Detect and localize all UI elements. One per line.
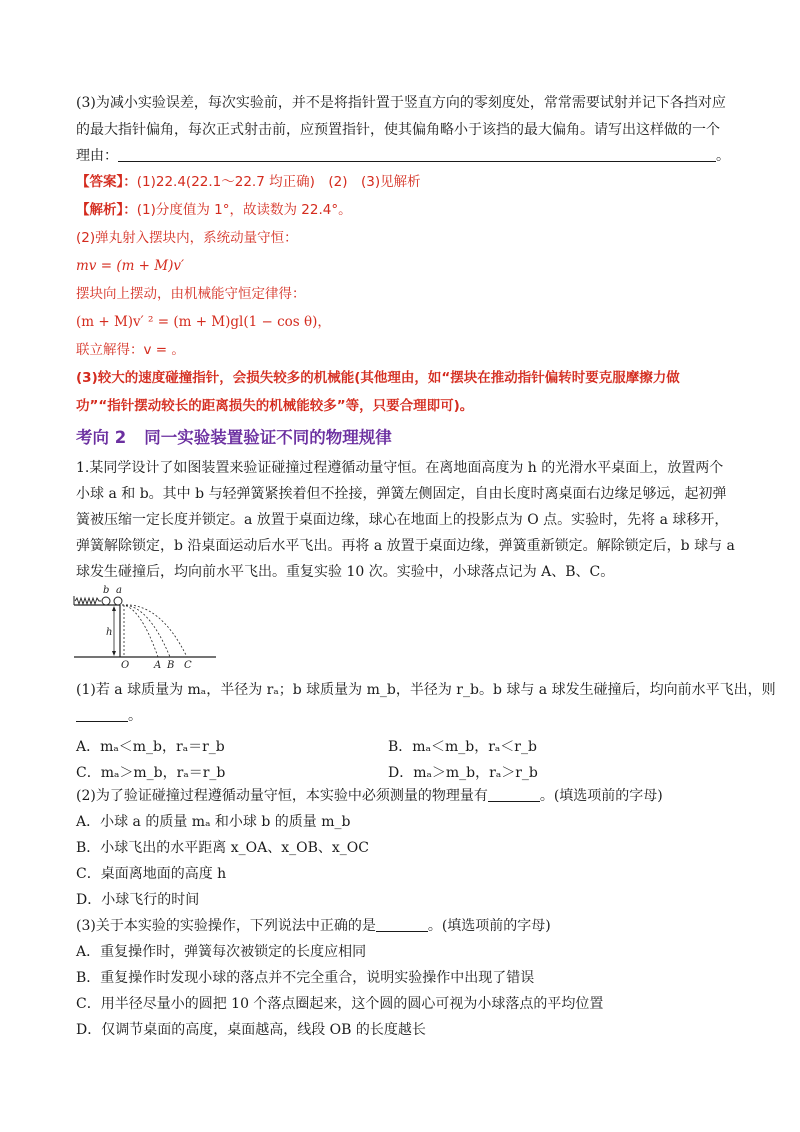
- problem-line2: 小球 a 和 b。其中 b 与轻弹簧紧挨着但不拴接，弹簧左侧固定，自由长度时离桌面右边缘足够远，起初弹: [76, 486, 727, 502]
- label-O: O: [121, 660, 130, 670]
- problem-line1: 1.某同学设计了如图装置来验证碰撞过程遵循动量守恒。在离地面高度为 h 的光滑水平桌面上，放置两个: [76, 460, 724, 476]
- q3-option-b[interactable]: B．重复操作时发现小球的落点并不完全重合，说明实验操作中出现了错误: [76, 970, 535, 986]
- ball-a: [114, 597, 122, 605]
- label-b: b: [103, 585, 110, 596]
- q3-stem: [76, 916, 736, 936]
- answer-blank[interactable]: [118, 147, 716, 162]
- q3-intro-line2: 的最大指针偏角，每次正式射击前，应预置指针，使其偏角略小于该挡的最大偏角。请写出这样做的一个: [76, 122, 720, 138]
- q3-intro-suffix: 。: [716, 148, 730, 164]
- problem-line3: 簧被压缩一定长度并锁定。a 放置于桌面边缘，球心在地面上的投影点为 O 点。实验时，先将 a 球移开，: [76, 512, 729, 528]
- analysis-eq1: mv = (m + M)v′: [76, 258, 185, 274]
- q1-line2: [76, 706, 736, 726]
- q1-option-b[interactable]: B．mₐ＜m_b，rₐ＜r_b: [388, 739, 537, 755]
- q2-option-b[interactable]: B．小球飞出的水平距离 x_OA、x_OB、x_OC: [76, 840, 369, 856]
- label-A: A: [154, 660, 162, 670]
- height-arrow-bottom: [112, 651, 116, 656]
- label-h: h: [106, 627, 113, 638]
- height-arrow-top: [112, 606, 116, 611]
- q1-suffix: 。: [128, 708, 142, 724]
- trajectory-c: [122, 605, 187, 657]
- analysis-line2: (2)弹丸射入摆块内，系统动量守恒：: [76, 230, 298, 246]
- q2-suffix: 。(填选项前的字母): [539, 788, 663, 804]
- q3-answer-blank[interactable]: [376, 917, 428, 932]
- answer-line: [76, 172, 736, 192]
- q1-option-a[interactable]: A．mₐ＜m_b，rₐ＝r_b: [76, 739, 225, 755]
- analysis-line6: 功”“指针摆动较长的距离损失的机械能较多”等，只要合理即可)。: [76, 398, 474, 414]
- ball-b: [102, 597, 110, 605]
- q3-prefix: (3)关于本实验的实验操作，下列说法中正确的是: [76, 918, 376, 934]
- answer-label: 【答案】：: [76, 174, 137, 190]
- q3-option-c[interactable]: C．用半径尽量小的圆把 10 个落点圈起来，这个圆的圆心可视为小球落点的平均位置: [76, 996, 604, 1012]
- analysis-label: 【解析】：: [76, 202, 137, 218]
- analysis-line3: 摆块向上摆动，由机械能守恒定律得：: [76, 286, 306, 302]
- q1-line1: (1)若 a 球质量为 mₐ，半径为 rₐ；b 球质量为 m_b，半径为 r_b。b 球与 a 球发生碰撞后，均向前水平飞出，则: [76, 682, 776, 698]
- q3-intro-prefix: 理由：: [76, 148, 118, 164]
- problem-line4: 弹簧解除锁定，b 沿桌面运动后水平飞出。再将 a 放置于桌面边缘，弹簧重新锁定。解除锁定后，b 球与 a: [76, 538, 735, 554]
- trajectory-b: [122, 605, 170, 657]
- q3-option-d[interactable]: D．仅调节桌面的高度，桌面越高，线段 OB 的长度越长: [76, 1022, 426, 1038]
- analysis-line5: (3)较大的速度碰撞指针，会损失较多的机械能(其他理由，如“摆块在推动指针偏转时要克服摩擦力做: [76, 370, 680, 386]
- analysis-eq2: (m + M)v′ ² = (m + M)gl(1 − cos θ)，: [76, 314, 331, 330]
- q2-answer-blank[interactable]: [488, 787, 540, 802]
- label-a: a: [116, 585, 122, 596]
- section-heading-title: 同一实验装置验证不同的物理规律: [144, 428, 392, 447]
- q1-answer-blank[interactable]: [76, 707, 128, 722]
- q2-option-a[interactable]: A．小球 a 的质量 mₐ 和小球 b 的质量 m_b: [76, 814, 351, 830]
- experiment-diagram: [70, 584, 220, 670]
- q2-option-c[interactable]: C．桌面离地面的高度 h: [76, 866, 227, 882]
- q2-prefix: (2)为了验证碰撞过程遵循动量守恒，本实验中必须测量的物理量有: [76, 788, 488, 804]
- q3-intro-line3: [76, 146, 736, 166]
- q1-option-c[interactable]: C．mₐ＞m_b，rₐ＝r_b: [76, 765, 226, 781]
- q2-option-d[interactable]: D．小球飞行的时间: [76, 892, 200, 908]
- q2-stem: [76, 786, 736, 806]
- q1-option-d[interactable]: D．mₐ＞m_b，rₐ＞r_b: [388, 765, 538, 781]
- answer-text: (1)22.4(22.1～22.7 均正确) (2) (3)见解析: [136, 174, 421, 190]
- q3-intro-line1: (3)为减小实验误差，每次实验前，并不是将指针置于竖直方向的零刻度处，常常需要试射并记下各挡对应: [76, 95, 726, 111]
- label-C: C: [184, 660, 192, 670]
- analysis-text1: (1)分度值为 1°，故读数为 22.4°。: [136, 202, 352, 218]
- analysis-line1: [76, 200, 736, 220]
- q3-option-a[interactable]: A．重复操作时，弹簧每次被锁定的长度应相同: [76, 944, 367, 960]
- q3-suffix: 。(填选项前的字母): [427, 918, 551, 934]
- spring: [75, 598, 101, 604]
- problem-line5: 球发生碰撞后，均向前水平飞出。重复实验 10 次。实验中，小球落点记为 A、B、C。: [76, 564, 615, 580]
- analysis-line4: 联立解得：v = 。: [76, 342, 185, 358]
- section-heading-number: 考向 2: [76, 428, 127, 447]
- label-B: B: [167, 660, 175, 670]
- section-heading: [76, 424, 392, 448]
